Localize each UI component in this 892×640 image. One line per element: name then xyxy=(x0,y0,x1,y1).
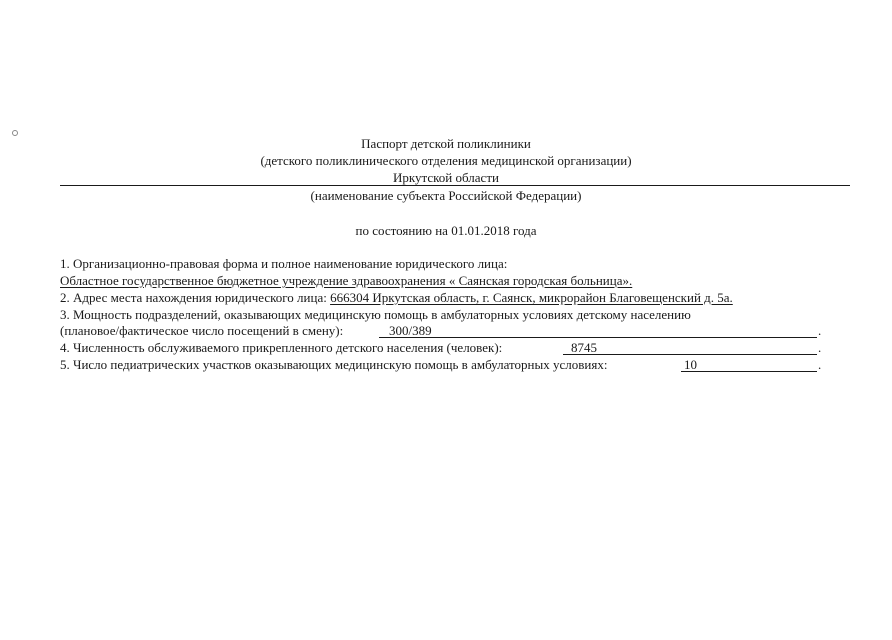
region-caption: (наименование субъекта Российской Федерации) xyxy=(310,188,582,203)
item3-end-dot: . xyxy=(818,323,822,338)
region-name: Иркутской области xyxy=(393,170,499,185)
item5-end-dot: . xyxy=(818,357,822,372)
item4-fill-line xyxy=(563,354,817,355)
item4-label: 4. Численность обслуживаемого прикрепленного детского населения (человек): xyxy=(60,340,503,355)
item5-fill-line xyxy=(681,371,817,372)
item3-label-line1: 3. Мощность подразделений, оказывающих медицинскую помощь в амбулаторных условиях детскому населению xyxy=(60,307,691,322)
item5-label: 5. Число педиатрических участков оказывающих медицинскую помощь в амбулаторных условиях: xyxy=(60,357,608,372)
item4-value: 8745 xyxy=(571,340,597,355)
document-subtitle: (детского поликлинического отделения медицинской организации) xyxy=(260,153,632,168)
item2-value: 666304 Иркутская область, г. Саянск, микрорайон Благовещенский д. 5а. xyxy=(330,290,733,305)
item3-value: 300/389 xyxy=(389,323,432,338)
as-of-date: по состоянию на 01.01.2018 года xyxy=(355,223,537,238)
item5-value: 10 xyxy=(684,357,697,372)
region-underline xyxy=(60,185,850,186)
item3-fill-line xyxy=(379,337,817,338)
item1-value: Областное государственное бюджетное учреждение здравоохранения « Саянская городская больница». xyxy=(60,273,633,288)
scan-artifact xyxy=(12,130,18,136)
item1-label: 1. Организационно-правовая форма и полное наименование юридического лица: xyxy=(60,256,508,271)
item3-label-line2: (плановое/фактическое число посещений в смену): xyxy=(60,323,344,338)
item2-row xyxy=(60,291,733,304)
item4-end-dot: . xyxy=(818,340,822,355)
item2-label: 2. Адрес места нахождения юридического лица: xyxy=(60,290,331,305)
document-title: Паспорт детской поликлиники xyxy=(361,136,531,151)
